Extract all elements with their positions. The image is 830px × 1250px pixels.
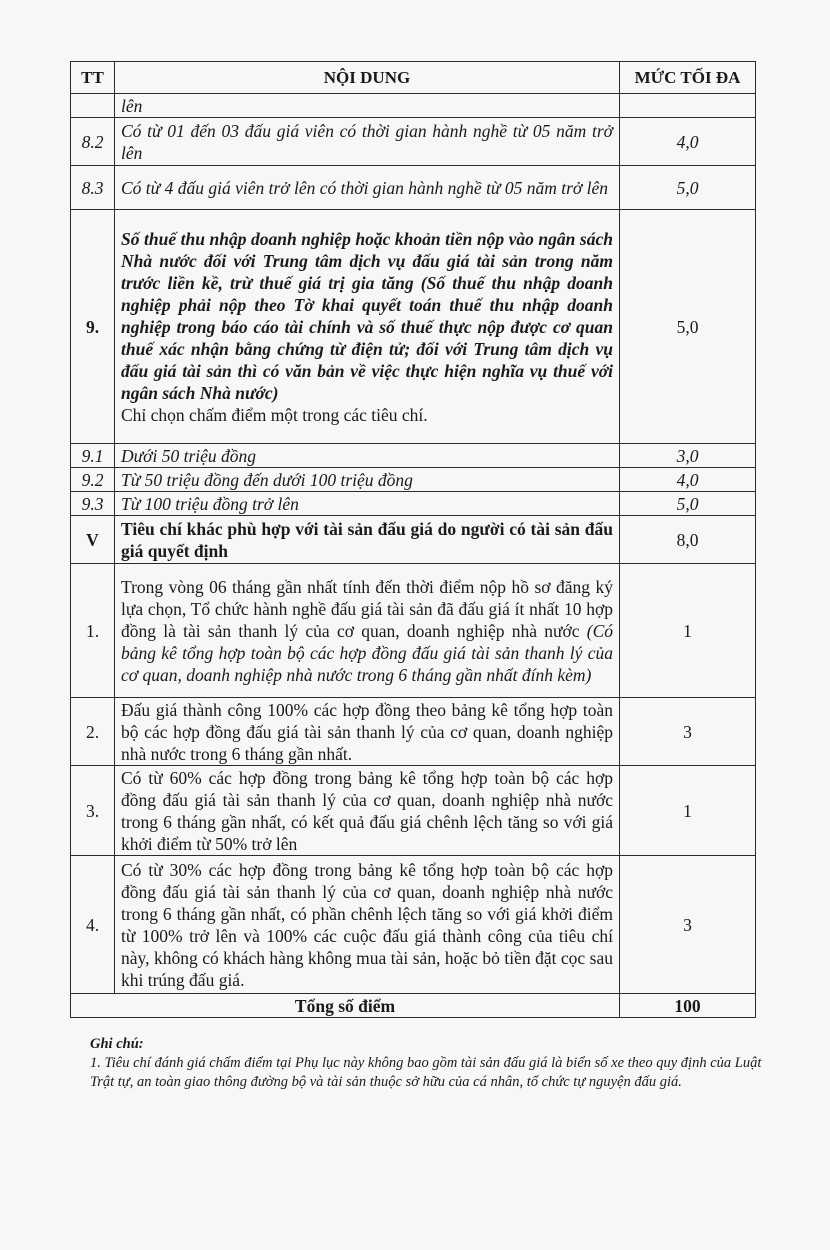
row-content: Có từ 4 đấu giá viên trở lên có thời gian hành nghề từ 05 năm trở lên — [115, 166, 620, 210]
table-row — [71, 856, 756, 994]
table-row — [71, 468, 756, 492]
row-content — [115, 564, 620, 698]
row-content: lên — [115, 94, 620, 118]
row-max-score: 1 — [620, 564, 756, 698]
criteria-table — [70, 61, 756, 1018]
table-row — [71, 766, 756, 856]
row-max-score: 3 — [620, 698, 756, 766]
row-content: Từ 50 triệu đồng đến dưới 100 triệu đồng — [115, 468, 620, 492]
total-value: 100 — [620, 994, 756, 1018]
notes-heading: Ghi chú: — [90, 1036, 144, 1052]
total-row — [71, 994, 756, 1018]
row-max-score: 3 — [620, 856, 756, 994]
table-row — [71, 698, 756, 766]
table-row — [71, 444, 756, 468]
row-max-score: 8,0 — [620, 516, 756, 564]
row-number: 8.3 — [71, 166, 115, 210]
row-content: Từ 100 triệu đồng trở lên — [115, 492, 620, 516]
row-max-score — [620, 94, 756, 118]
row-max-score: 5,0 — [620, 166, 756, 210]
table-row — [71, 94, 756, 118]
row-max-score: 4,0 — [620, 468, 756, 492]
header-max: MỨC TỐI ĐA — [620, 62, 756, 94]
row-max-score: 1 — [620, 766, 756, 856]
table-row — [71, 166, 756, 210]
row-content-text: Trong vòng 06 tháng gần nhất tính đến thời điểm nộp hồ sơ đăng ký lựa chọn, Tổ chức hành nghề đấu giá tài sản đã đấu giá ít nhất 10 hợp đồng là tài sản thanh lý của cơ quan, doanh nghiệp nhà nước — [121, 577, 613, 641]
row-number: 2. — [71, 698, 115, 766]
table-row — [71, 564, 756, 698]
row-number — [71, 94, 115, 118]
notes-section — [90, 1035, 770, 1092]
row-max-score: 5,0 — [620, 492, 756, 516]
header-content: NỘI DUNG — [115, 62, 620, 94]
row-max-score: 4,0 — [620, 118, 756, 166]
row-content-note: Chỉ chọn chấm điểm một trong các tiêu chí. — [121, 405, 428, 425]
row-number: 4. — [71, 856, 115, 994]
row-content-italic: (Có bảng kê tổng hợp toàn bộ các hợp đồng đấu giá tài sản thanh lý của cơ quan, doanh nghiệp nhà nước trong 6 tháng gần nhất đính kèm) — [121, 621, 614, 685]
table-header-row — [71, 62, 756, 94]
row-number: 3. — [71, 766, 115, 856]
row-content: Có từ 30% các hợp đồng trong bảng kê tổng hợp toàn bộ các hợp đồng đấu giá tài sản thanh lý của cơ quan, doanh nghiệp nhà nước trong 6 tháng gần nhất, có phần chênh lệch tăng so với giá khởi điểm từ 100% trở lên và 100% các cuộc đấu giá thành công của tiêu chí này, không có khách hàng không mua tài sản, hoặc bỏ tiền đặt cọc sau khi trúng đấu giá. — [115, 856, 620, 994]
row-max-score: 3,0 — [620, 444, 756, 468]
row-max-score: 5,0 — [620, 210, 756, 444]
row-content: Có từ 01 đến 03 đấu giá viên có thời gian hành nghề từ 05 năm trở lên — [115, 118, 620, 166]
table-row — [71, 492, 756, 516]
row-number: V — [71, 516, 115, 564]
row-content: Tiêu chí khác phù hợp với tài sản đấu giá do người có tài sản đấu giá quyết định — [115, 516, 620, 564]
row-number: 9.1 — [71, 444, 115, 468]
row-content — [115, 210, 620, 444]
table-row — [71, 516, 756, 564]
table-row — [71, 210, 756, 444]
notes-item-1: 1. Tiêu chí đánh giá chấm điểm tại Phụ lục này không bao gồm tài sản đấu giá là biển số xe theo quy định của Luật Trật tự, an toàn giao thông đường bộ và tài sản thuộc sở hữu của cá nhân, tổ chức tự nguyện đấu giá. — [90, 1055, 762, 1090]
row-content: Có từ 60% các hợp đồng trong bảng kê tổng hợp toàn bộ các hợp đồng đấu giá tài sản thanh lý của cơ quan, doanh nghiệp nhà nước trong 6 tháng gần nhất, có kết quả đấu giá chênh lệch tăng so với giá khởi điểm từ 50% trở lên — [115, 766, 620, 856]
row-number: 8.2 — [71, 118, 115, 166]
row-content-text: Số thuế thu nhập doanh nghiệp hoặc khoản tiền nộp vào ngân sách Nhà nước đối với Trung tâm dịch vụ đấu giá tài sản trong năm trước liền kề, trừ thuế giá trị gia tăng (Số thuế thu nhập doanh nghiệp phải nộp theo Tờ khai quyết toán thuế thu nhập doanh nghiệp trong báo cáo tài chính và số thuế thực nộp được cơ quan thuế xác nhận bằng chứng từ điện tử; đối với Trung tâm dịch vụ đấu giá tài sản thì có văn bản về việc thực hiện nghĩa vụ thuế với ngân sách Nhà nước) — [121, 229, 613, 403]
row-number: 9.3 — [71, 492, 115, 516]
row-content: Đấu giá thành công 100% các hợp đồng theo bảng kê tổng hợp toàn bộ các hợp đồng đấu giá tài sản thanh lý của cơ quan, doanh nghiệp nhà nước trong 6 tháng gần nhất. — [115, 698, 620, 766]
total-label: Tổng số điểm — [71, 994, 620, 1018]
header-tt: TT — [71, 62, 115, 94]
row-number: 1. — [71, 564, 115, 698]
row-number: 9. — [71, 210, 115, 444]
row-content: Dưới 50 triệu đồng — [115, 444, 620, 468]
table-row — [71, 118, 756, 166]
row-number: 9.2 — [71, 468, 115, 492]
